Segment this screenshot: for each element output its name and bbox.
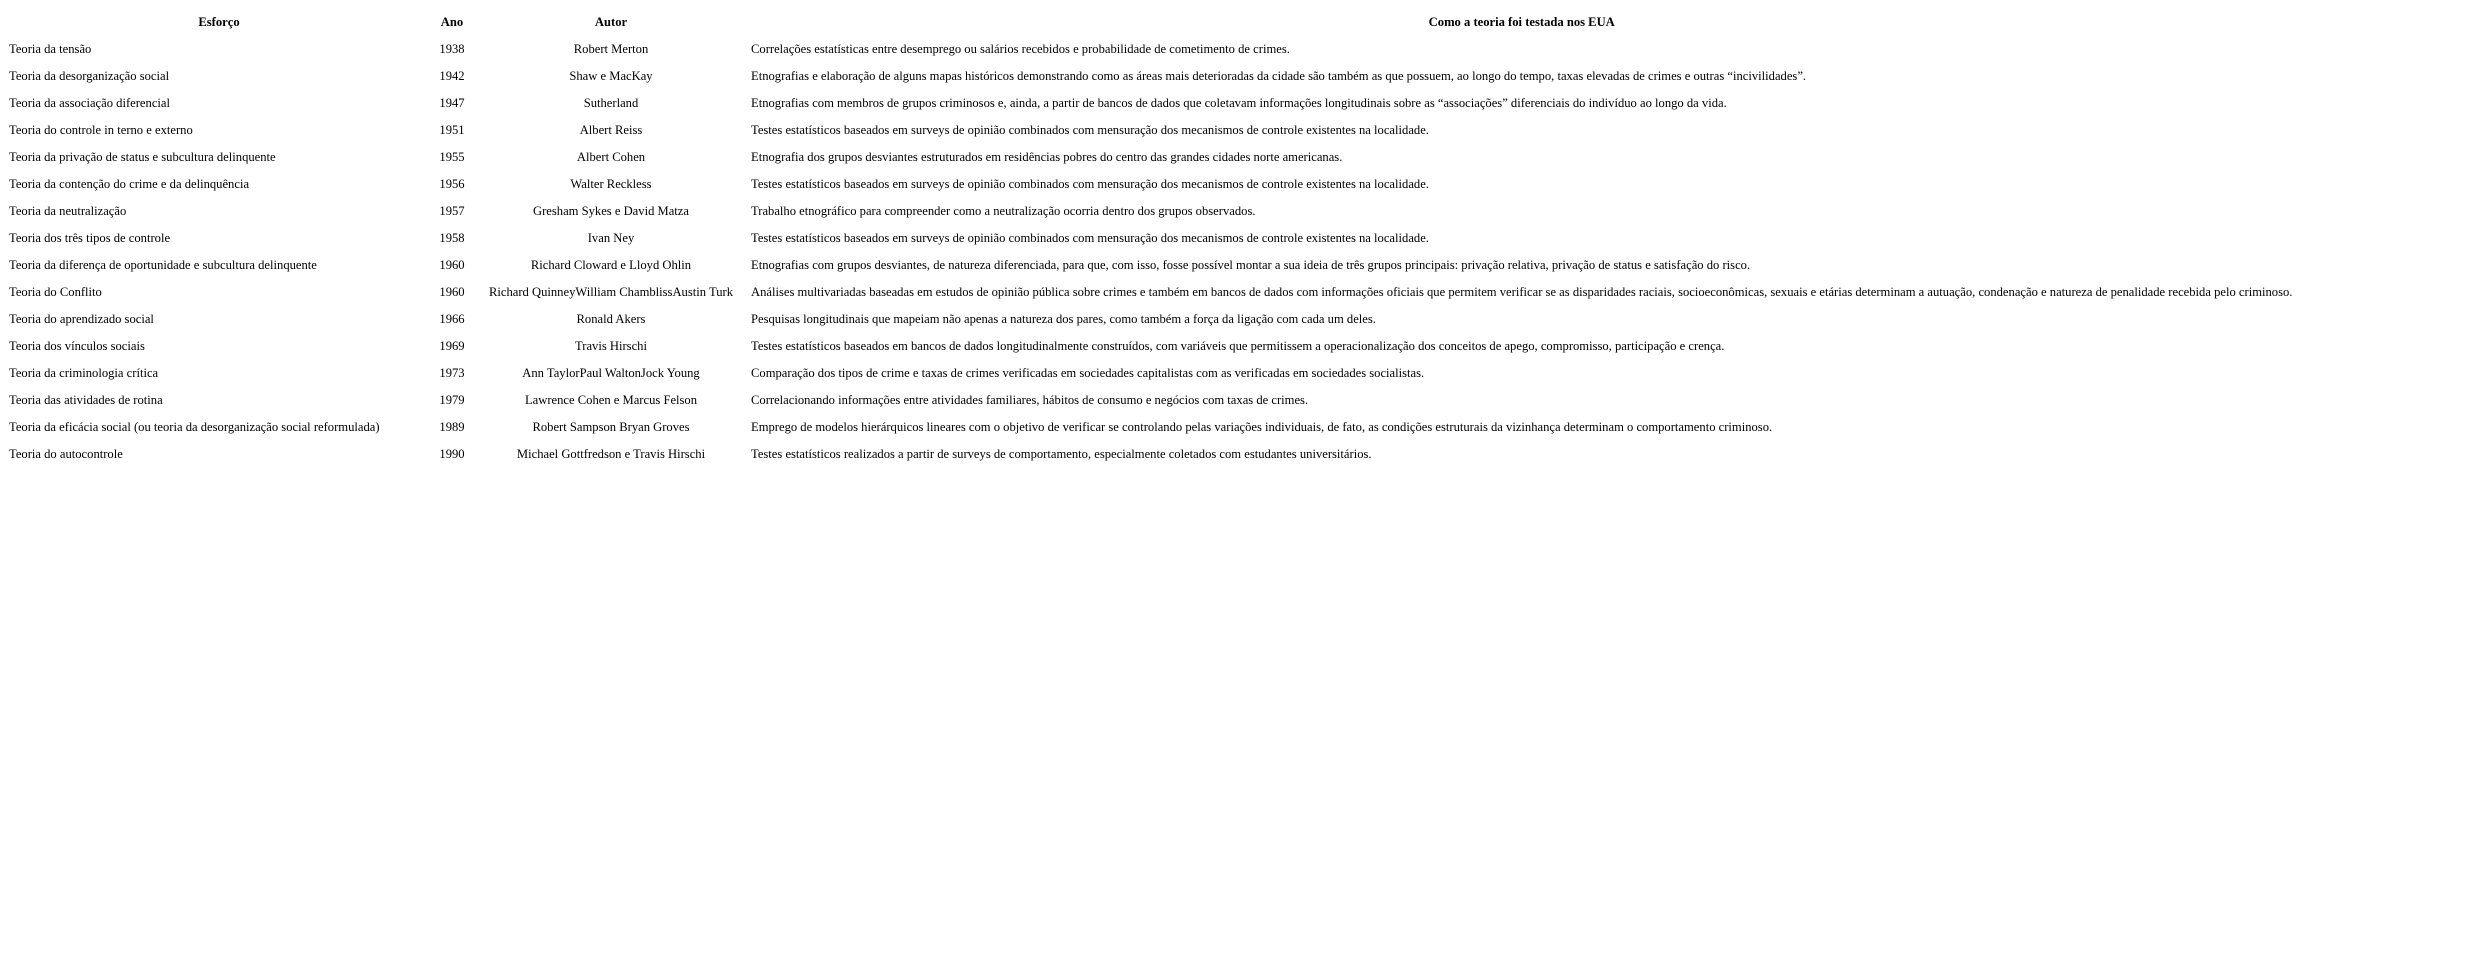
cell-autor: Walter Reckless — [570, 177, 652, 191]
cell-como: Etnografias com membros de grupos criminosos e, ainda, a partir de bancos de dados que coletavam informações longitudinais sobre as “associações” diferenciais do indivíduo ao longo da vida. — [751, 96, 1727, 110]
document-body — [0, 0, 2474, 469]
cell-ano: 1955 — [439, 150, 465, 164]
cell-ano: 1989 — [439, 420, 465, 434]
cell-como: Emprego de modelos hierárquicos lineares com o objetivo de verificar se controlando pelas variações individuais, de fato, as condições estruturais da vizinhança determinam o comportamento criminoso. — [751, 420, 1773, 434]
cell-ano: 1957 — [439, 204, 465, 218]
cell-ano: 1960 — [439, 258, 465, 272]
cell-esforco: Teoria da tensão — [9, 42, 92, 56]
table-row — [8, 361, 2293, 386]
cell-esforco: Teoria do aprendizado social — [9, 312, 154, 326]
cell-como: Testes estatísticos realizados a partir de surveys de comportamento, especialmente coletados com estudantes universitários. — [751, 447, 1372, 461]
table-row — [8, 253, 2293, 278]
cell-autor: Lawrence Cohen e Marcus Felson — [524, 393, 698, 407]
header-autor: Autor — [594, 15, 628, 29]
cell-esforco: Teoria do controle in terno e externo — [9, 123, 193, 137]
cell-como: Etnografias e elaboração de alguns mapas históricos demonstrando como as áreas mais deterioradas da cidade são também as que possuem, ao longo do tempo, taxas elevadas de crimes e outras “incivilidades”. — [751, 69, 1807, 83]
header-ano: Ano — [440, 15, 464, 29]
cell-esforco: Teoria dos vínculos sociais — [9, 339, 145, 353]
cell-autor: Shaw e MacKay — [569, 69, 653, 83]
cell-esforco: Teoria da diferença de oportunidade e subcultura delinquente — [9, 258, 317, 272]
cell-esforco: Teoria do autocontrole — [9, 447, 123, 461]
cell-esforco: Teoria da desorganização social — [9, 69, 170, 83]
cell-ano: 1947 — [439, 96, 465, 110]
cell-como: Análises multivariadas baseadas em estudos de opinião pública sobre crimes e também em bancos de dados com informações oficiais que permitem verificar se as disparidades raciais, socioeconômicas, sexuais e etárias determinam a autuação, condenação e natureza de penalidade recebida pelo criminoso. — [751, 285, 2293, 299]
cell-como: Etnografia dos grupos desviantes estruturados em residências pobres do centro das grandes cidades norte americanas. — [751, 150, 1343, 164]
table-row — [8, 37, 2293, 62]
cell-como: Pesquisas longitudinais que mapeiam não apenas a natureza dos pares, como também a força da ligação com cada um deles. — [751, 312, 1376, 326]
cell-ano: 1973 — [439, 366, 465, 380]
table-row — [8, 199, 2293, 224]
cell-autor: Sutherland — [583, 96, 639, 110]
cell-autor: Robert Merton — [573, 42, 649, 56]
cell-ano: 1951 — [439, 123, 465, 137]
cell-autor: Gresham Sykes e David Matza — [533, 204, 689, 218]
cell-como: Etnografias com grupos desviantes, de natureza diferenciada, para que, com isso, fosse possível montar a sua ideia de três grupos principais: privação relativa, privação de status e satisfação do risco. — [751, 258, 1751, 272]
table-row — [8, 415, 2293, 440]
table-row — [8, 280, 2293, 305]
table-row — [8, 145, 2293, 170]
table-row — [8, 118, 2293, 143]
cell-ano: 1990 — [439, 447, 465, 461]
cell-esforco: Teoria dos três tipos de controle — [9, 231, 171, 245]
cell-ano: 1942 — [439, 69, 465, 83]
header-como: Como a teoria foi testada nos EUA — [1428, 15, 1615, 29]
table-row — [8, 91, 2293, 116]
cell-esforco: Teoria da eficácia social (ou teoria da desorganização social reformulada) — [9, 420, 380, 434]
theories-table — [6, 8, 2295, 469]
cell-autor: Travis Hirschi — [575, 339, 647, 353]
cell-autor: Ronald Akers — [576, 312, 646, 326]
cell-como: Testes estatísticos baseados em surveys de opinião combinados com mensuração dos mecanismos de controle existentes na localidade. — [751, 177, 1429, 191]
cell-como: Testes estatísticos baseados em bancos de dados longitudinalmente construídos, com variáveis que permitissem a operacionalização dos conceitos de apego, compromisso, participação e crença. — [751, 339, 1725, 353]
table-row — [8, 307, 2293, 332]
cell-autor: Richard Cloward e Lloyd Ohlin — [530, 258, 692, 272]
cell-ano: 1958 — [439, 231, 465, 245]
cell-ano: 1969 — [439, 339, 465, 353]
cell-autor: Albert Reiss — [579, 123, 643, 137]
cell-autor: Ivan Ney — [587, 231, 635, 245]
table-row — [8, 388, 2293, 413]
cell-como: Comparação dos tipos de crime e taxas de crimes verificadas em sociedades capitalistas com as verificadas em sociedades socialistas. — [751, 366, 1425, 380]
table-header — [8, 10, 2293, 35]
table-body — [8, 37, 2293, 467]
cell-esforco: Teoria da associação diferencial — [9, 96, 170, 110]
table-row — [8, 172, 2293, 197]
cell-como: Trabalho etnográfico para compreender como a neutralização ocorria dentro dos grupos observados. — [751, 204, 1256, 218]
cell-como: Testes estatísticos baseados em surveys de opinião combinados com mensuração dos mecanismos de controle existentes na localidade. — [751, 123, 1429, 137]
cell-esforco: Teoria da criminologia crítica — [9, 366, 159, 380]
cell-esforco: Teoria da contenção do crime e da delinquência — [9, 177, 250, 191]
cell-esforco: Teoria da neutralização — [9, 204, 127, 218]
header-esforco: Esforço — [198, 15, 240, 29]
table-row — [8, 334, 2293, 359]
cell-autor: Ann TaylorPaul WaltonJock Young — [522, 366, 700, 380]
table-row — [8, 226, 2293, 251]
table-row — [8, 442, 2293, 467]
cell-autor: Albert Cohen — [576, 150, 646, 164]
cell-ano: 1960 — [439, 285, 465, 299]
cell-esforco: Teoria das atividades de rotina — [9, 393, 163, 407]
table-row — [8, 64, 2293, 89]
cell-autor: Michael Gottfredson e Travis Hirschi — [516, 447, 706, 461]
cell-ano: 1979 — [439, 393, 465, 407]
cell-como: Correlacionando informações entre atividades familiares, hábitos de consumo e negócios com taxas de crimes. — [751, 393, 1309, 407]
header-row — [8, 10, 2293, 35]
cell-ano: 1956 — [439, 177, 465, 191]
cell-como: Testes estatísticos baseados em surveys de opinião combinados com mensuração dos mecanismos de controle existentes na localidade. — [751, 231, 1429, 245]
cell-esforco: Teoria do Conflito — [9, 285, 102, 299]
cell-autor: Robert Sampson Bryan Groves — [532, 420, 690, 434]
cell-como: Correlações estatísticas entre desemprego ou salários recebidos e probabilidade de cometimento de crimes. — [751, 42, 1290, 56]
cell-esforco: Teoria da privação de status e subcultura delinquente — [9, 150, 276, 164]
cell-autor: Richard QuinneyWilliam ChamblissAustin Turk — [488, 285, 734, 299]
cell-ano: 1938 — [439, 42, 465, 56]
cell-ano: 1966 — [439, 312, 465, 326]
